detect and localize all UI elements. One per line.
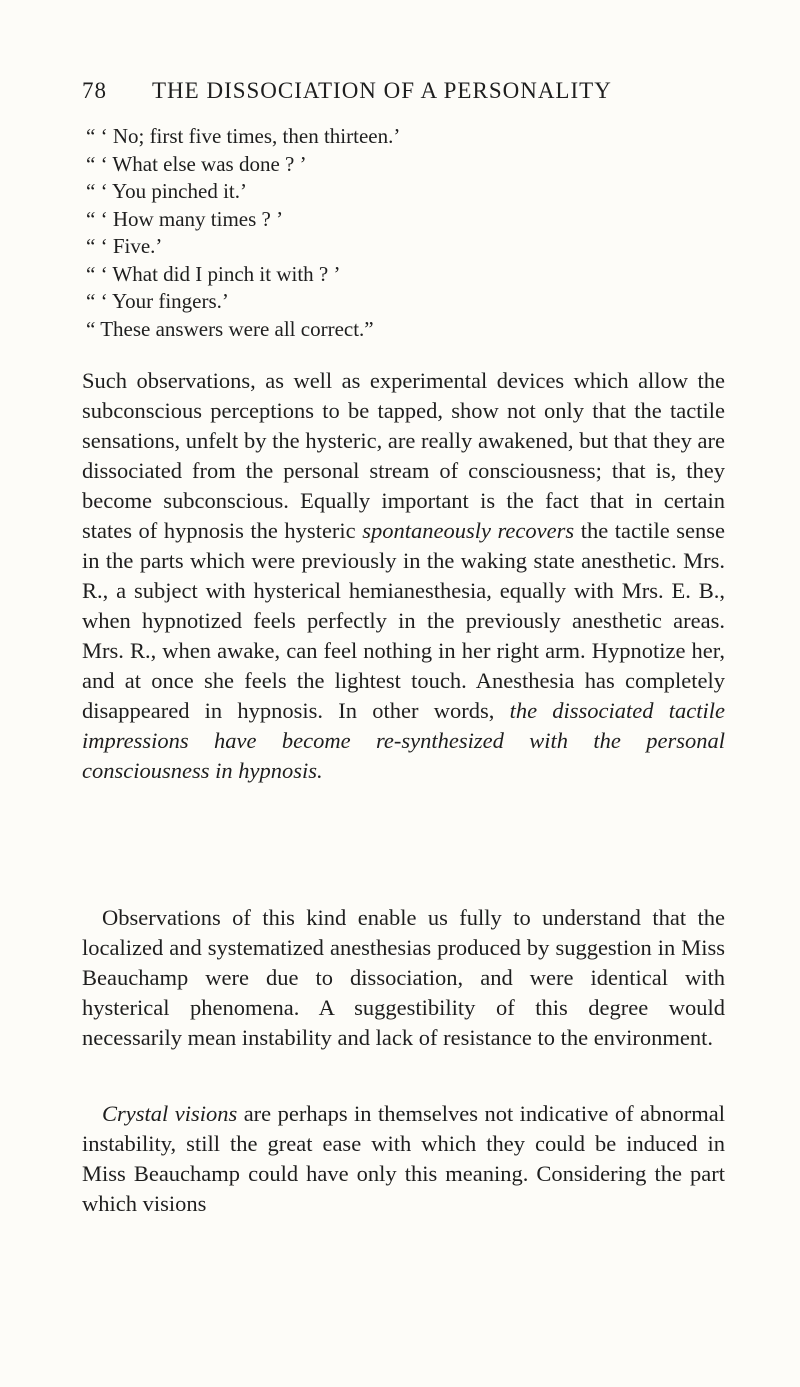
paragraph-text: Such observations, as well as experimental devices which allow the subconscious perceptions to be tapped, show not only that the tactile sensations, unfelt by the hysteric, are really awakened, but that they are dissociated from the personal stream of consciousness; that is, they become subconscious. Equally important is the fact that in certain states of hypnosis the hysteric	[82, 368, 725, 543]
dialogue-line: “ ‘ What else was done ? ’	[86, 151, 307, 176]
dialogue-line: “ ‘ What did I pinch it with ? ’	[86, 261, 341, 286]
dialogue-line: “ ‘ No; first five times, then thirteen.’	[86, 124, 401, 148]
paragraph-suggestibility	[82, 903, 725, 1053]
paragraph-text: are perhaps in themselves not indicative of abnormal instability, still the great ease with which they could be induced in Miss Beauchamp could have only this meaning. Considering the part which visions	[82, 1101, 726, 1216]
dialogue-line: “ ‘ You pinched it.’	[86, 179, 247, 203]
page-number: 78	[82, 78, 107, 103]
running-title: THE DISSOCIATION OF A PERSONALITY	[152, 78, 612, 103]
paragraph-text: Observations of this kind enable us fully to understand that the localized and systematized anesthesias produced by suggestion in Miss Beauchamp were due to dissociation, and were identical with hysterical phenomena. A suggestibility of this degree would necessarily mean instability and lack of resistance to the environment.	[82, 905, 725, 1050]
paragraph-crystal-visions	[82, 1099, 725, 1219]
italic-phrase: spontaneously recovers	[362, 518, 575, 543]
dialogue-line: “ ‘ How many times ? ’	[86, 206, 284, 231]
paragraph-observations	[82, 366, 725, 786]
italic-phrase: Crystal visions	[102, 1101, 238, 1126]
paragraph-text: the tactile sense in the parts which were previously in the waking state anesthetic. Mrs. R., a subject with hysterical hemianesthesia, equally with Mrs. E. B., when hypnotized feels perfectly in the previously anesthetic areas. Mrs. R., when awake, can feel nothing in her right arm. Hypnotize her, and at once she feels the lightest touch. Anesthesia has completely disappeared in hypnosis. In other words,	[82, 518, 725, 723]
dialogue-line: “ ‘ Your fingers.’	[86, 289, 229, 313]
italic-phrase: the dissociated tactile impressions have become re-synthesized with the personal consciousness in hypnosis.	[82, 698, 725, 783]
dialogue-line: “ These answers were all correct.”	[86, 316, 374, 341]
running-head	[82, 78, 702, 110]
dialogue-line: “ ‘ Five.’	[86, 234, 163, 258]
dialogue-block	[82, 123, 722, 343]
